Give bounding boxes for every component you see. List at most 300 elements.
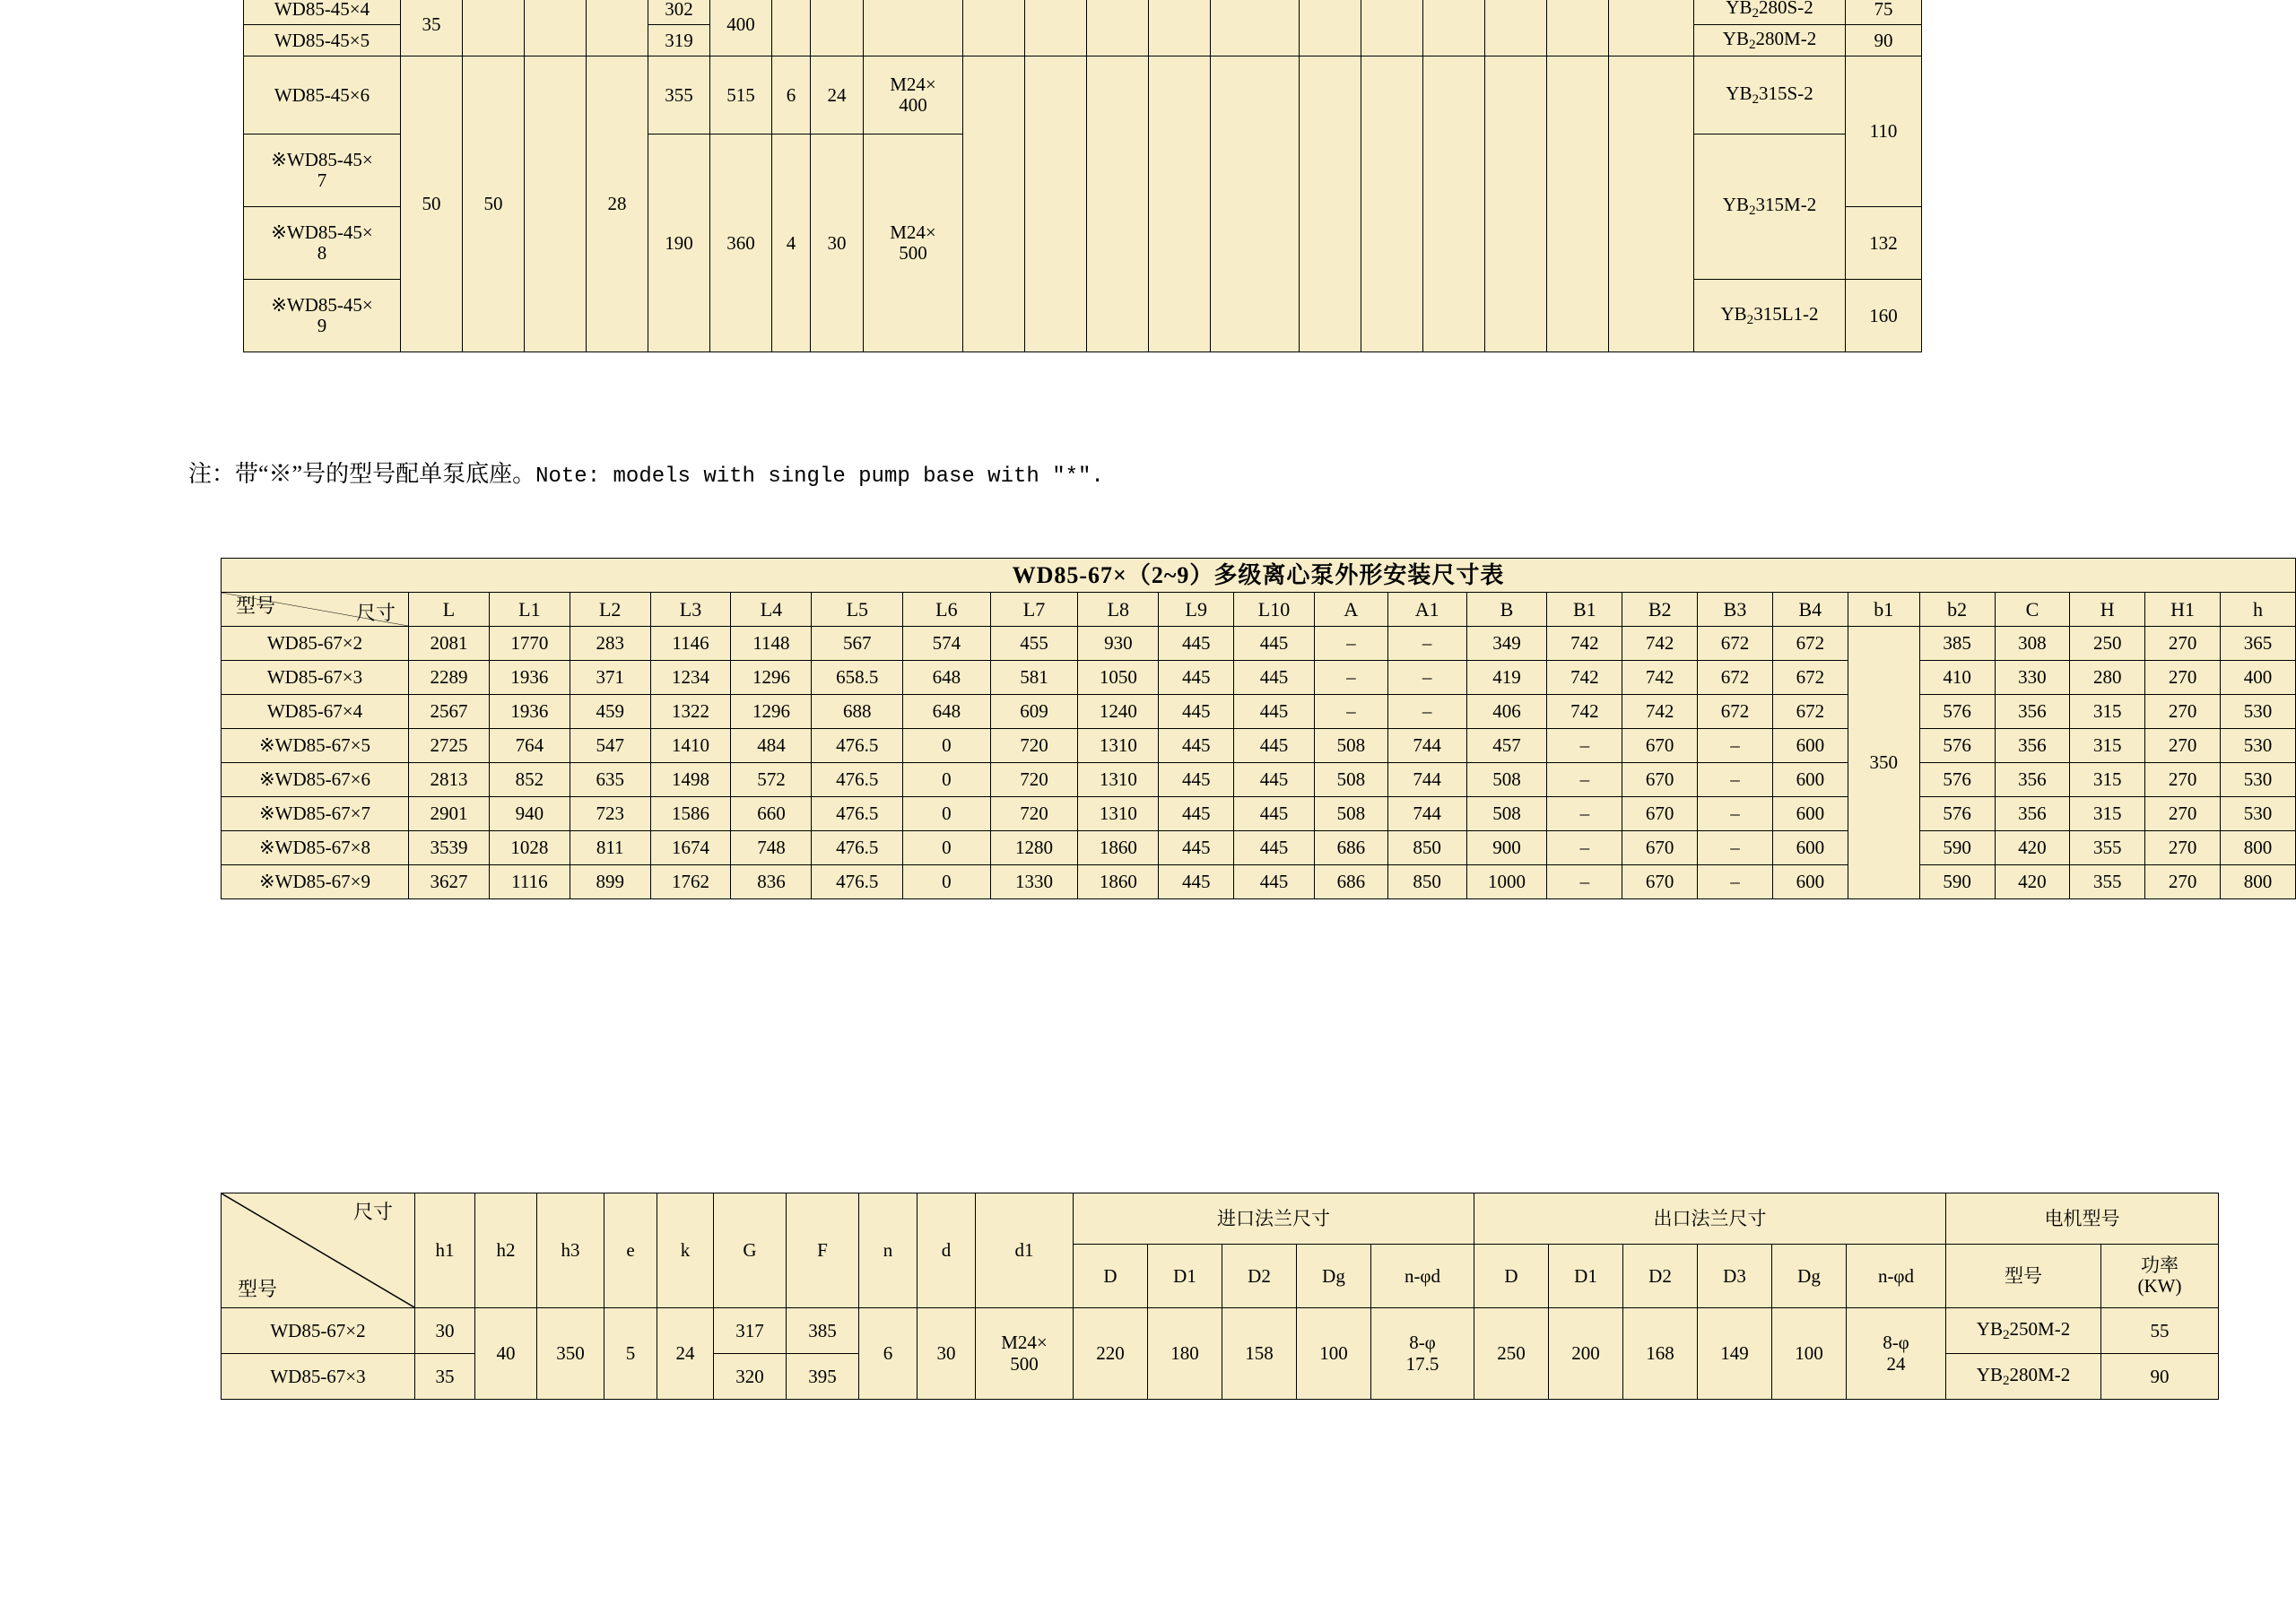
cell-outlet-D3: 149 xyxy=(1698,1308,1772,1400)
cell: 670 xyxy=(1622,797,1698,831)
cell: 356 xyxy=(1995,763,2070,797)
cell-in-d xyxy=(963,56,1025,352)
cell: 1296 xyxy=(731,661,812,695)
cell-out-d xyxy=(1300,56,1361,352)
cell: 445 xyxy=(1234,627,1315,661)
table-title-row xyxy=(222,559,2296,593)
cell: 744 xyxy=(1387,797,1466,831)
cell-h1: 30 xyxy=(415,1308,475,1354)
cell: 508 xyxy=(1314,729,1387,763)
cell-outlet-nd-line1: 8-φ xyxy=(1883,1332,1909,1354)
col-header-L: L xyxy=(408,593,489,627)
table-row xyxy=(222,627,2296,661)
cell: 315 xyxy=(2070,729,2145,763)
cell: 283 xyxy=(570,627,650,661)
cell: 356 xyxy=(1995,729,2070,763)
cell-d: 24 xyxy=(811,56,864,135)
col-header-A1: A1 xyxy=(1387,593,1466,627)
cell: 0 xyxy=(903,729,990,763)
row-model: ※WD85-67×8 xyxy=(222,831,409,865)
cell: 1148 xyxy=(731,627,812,661)
col-header-outlet-D1: D1 xyxy=(1549,1245,1623,1308)
col-header-L6: L6 xyxy=(903,593,990,627)
cell: 371 xyxy=(570,661,650,695)
cell: 445 xyxy=(1234,865,1315,899)
cell-g: 319 xyxy=(648,25,710,56)
col-header-inlet-D: D xyxy=(1074,1245,1148,1308)
cell: 445 xyxy=(1234,797,1315,831)
col-header-L10: L10 xyxy=(1234,593,1315,627)
col-header-L8: L8 xyxy=(1078,593,1159,627)
cell: 742 xyxy=(1547,627,1622,661)
cell: 1000 xyxy=(1466,865,1547,899)
cell: 600 xyxy=(1772,797,1848,831)
cell: – xyxy=(1387,661,1466,695)
cell: 899 xyxy=(570,865,650,899)
cell-inlet-nd-line1: 8-φ xyxy=(1409,1332,1436,1354)
cell: 850 xyxy=(1387,865,1466,899)
cell: 744 xyxy=(1387,729,1466,763)
corner-bottom-label: 型号 xyxy=(236,594,276,617)
cell: 648 xyxy=(903,695,990,729)
corner-header xyxy=(222,1193,415,1308)
cell: 723 xyxy=(570,797,650,831)
main-table-title: WD85-67×（2~9）多级离心泵外形安装尺寸表 xyxy=(222,559,2296,593)
cell-f: 515 xyxy=(710,56,772,135)
note-cn: 注：带“※”号的型号配单泵底座。 xyxy=(188,461,536,487)
cell: 445 xyxy=(1159,627,1234,661)
cell-model: WD85-45×5 xyxy=(244,25,401,56)
cell-model: ※WD85-45× 7 xyxy=(244,135,401,207)
cell: 530 xyxy=(2220,797,2295,831)
cell: 445 xyxy=(1234,763,1315,797)
row-model: ※WD85-67×6 xyxy=(222,763,409,797)
cell: – xyxy=(1547,729,1622,763)
cell-d xyxy=(811,0,864,56)
cell: 2901 xyxy=(408,797,489,831)
cell-motor-power: 90 xyxy=(1846,25,1922,56)
cell: 365 xyxy=(2220,627,2295,661)
cell: 270 xyxy=(2145,865,2221,899)
cell: – xyxy=(1314,627,1387,661)
cell: 315 xyxy=(2070,797,2145,831)
cell: 0 xyxy=(903,831,990,865)
cell-in-d2 xyxy=(1087,56,1149,352)
col-header-inlet-D1: D1 xyxy=(1148,1245,1222,1308)
cell: 572 xyxy=(731,763,812,797)
cell: 660 xyxy=(731,797,812,831)
cell: 315 xyxy=(2070,695,2145,729)
table-row xyxy=(222,661,2296,695)
cell-motor-model: $YB_2315L1-2$ xyxy=(1694,280,1846,352)
cell: 445 xyxy=(1234,695,1315,729)
cell: 658.5 xyxy=(812,661,903,695)
cell-out-d3 xyxy=(1485,0,1547,56)
cell-motor-model: $YB_2250M-2$ xyxy=(1946,1308,2101,1354)
cell: 1936 xyxy=(489,661,570,695)
cell: 250 xyxy=(2070,627,2145,661)
cell-out-d1 xyxy=(1361,56,1423,352)
table-header-row xyxy=(222,593,2296,627)
cell: 686 xyxy=(1314,831,1387,865)
col-header-B2: B2 xyxy=(1622,593,1698,627)
table-row xyxy=(244,0,1922,25)
cell-in-nd xyxy=(1211,0,1300,56)
cell: 457 xyxy=(1466,729,1547,763)
cell: 530 xyxy=(2220,695,2295,729)
cell: 1146 xyxy=(650,627,731,661)
row-model: WD85-67×3 xyxy=(222,1354,415,1400)
col-header-B1: B1 xyxy=(1547,593,1622,627)
col-header-L4: L4 xyxy=(731,593,812,627)
cell: 688 xyxy=(812,695,903,729)
cell-f-400: 400 xyxy=(710,0,772,56)
cell: 445 xyxy=(1159,695,1234,729)
cell: 670 xyxy=(1622,831,1698,865)
cell-out-dg xyxy=(1547,56,1609,352)
cell: 930 xyxy=(1078,627,1159,661)
group-header-inlet: 进口法兰尺寸 xyxy=(1074,1193,1474,1245)
row-model: ※WD85-67×5 xyxy=(222,729,409,763)
cell-inlet-Dg: 100 xyxy=(1297,1308,1371,1400)
cell: – xyxy=(1547,865,1622,899)
cell-d1: M24× 400 xyxy=(864,56,963,135)
cell: 836 xyxy=(731,865,812,899)
cell: 670 xyxy=(1622,729,1698,763)
motor-power-unit: (KW) xyxy=(2137,1275,2182,1297)
cell: 811 xyxy=(570,831,650,865)
cell: 1586 xyxy=(650,797,731,831)
cell: 270 xyxy=(2145,661,2221,695)
cell: 672 xyxy=(1698,627,1773,661)
cell: 1296 xyxy=(731,695,812,729)
row-model: WD85-67×2 xyxy=(222,1308,415,1354)
cell: 3627 xyxy=(408,865,489,899)
cell: 1936 xyxy=(489,695,570,729)
cell-motor-model: $YB_2315M-2$ xyxy=(1694,135,1846,280)
cell: 445 xyxy=(1159,763,1234,797)
cell: 648 xyxy=(903,661,990,695)
col-header-L5: L5 xyxy=(812,593,903,627)
col-header-H: H xyxy=(2070,593,2145,627)
cell-c2-50: 50 xyxy=(463,56,525,352)
cell: 1116 xyxy=(489,865,570,899)
cell: 445 xyxy=(1234,729,1315,763)
cell: 2081 xyxy=(408,627,489,661)
cell: – xyxy=(1547,797,1622,831)
cell: 508 xyxy=(1314,763,1387,797)
cell: 476.5 xyxy=(812,831,903,865)
cell: 385 xyxy=(1919,627,1995,661)
cell: 459 xyxy=(570,695,650,729)
group-header-motor: 电机型号 xyxy=(1946,1193,2219,1245)
cell-f: 360 xyxy=(710,135,772,352)
col-header-n: n xyxy=(859,1193,918,1308)
cell-out-d2 xyxy=(1423,0,1485,56)
cell: 1322 xyxy=(650,695,731,729)
table-header-row xyxy=(222,1193,2219,1245)
cell: 484 xyxy=(731,729,812,763)
cell: 445 xyxy=(1159,729,1234,763)
cell: 590 xyxy=(1919,831,1995,865)
motor-power-label: 功率 xyxy=(2141,1254,2179,1276)
cell: 270 xyxy=(2145,763,2221,797)
cell: 476.5 xyxy=(812,729,903,763)
cell: 590 xyxy=(1919,865,1995,899)
cell: 764 xyxy=(489,729,570,763)
cell: 1028 xyxy=(489,831,570,865)
cell: 1860 xyxy=(1078,865,1159,899)
cell: – xyxy=(1698,797,1773,831)
cell: 1310 xyxy=(1078,797,1159,831)
cell: 270 xyxy=(2145,797,2221,831)
cell: 419 xyxy=(1466,661,1547,695)
col-header-L1: L1 xyxy=(489,593,570,627)
cell: 672 xyxy=(1772,627,1848,661)
cell-G: 317 xyxy=(714,1308,787,1354)
cell: 800 xyxy=(2220,831,2295,865)
cell: 530 xyxy=(2220,729,2295,763)
cell-c2 xyxy=(463,0,525,56)
col-header-outlet-D3: D3 xyxy=(1698,1245,1772,1308)
group-header-outlet: 出口法兰尺寸 xyxy=(1474,1193,1946,1245)
cell: 270 xyxy=(2145,729,2221,763)
cell: 476.5 xyxy=(812,865,903,899)
col-header-L2: L2 xyxy=(570,593,650,627)
cell-n: 4 xyxy=(772,135,811,352)
corner-header xyxy=(222,593,409,627)
cell-h2: 40 xyxy=(475,1308,537,1400)
cell: 1410 xyxy=(650,729,731,763)
cell: – xyxy=(1547,831,1622,865)
cell-out-d1 xyxy=(1361,0,1423,56)
col-header-C: C xyxy=(1995,593,2070,627)
cell: 410 xyxy=(1919,661,1995,695)
cell: – xyxy=(1547,763,1622,797)
cell: 1310 xyxy=(1078,729,1159,763)
cell-k: 24 xyxy=(657,1308,714,1400)
cell: 508 xyxy=(1466,797,1547,831)
cell-inlet-D2: 158 xyxy=(1222,1308,1297,1400)
row-model: ※WD85-67×9 xyxy=(222,865,409,899)
cell: 850 xyxy=(1387,831,1466,865)
cell: 686 xyxy=(1314,865,1387,899)
cell: 3539 xyxy=(408,831,489,865)
cell: 420 xyxy=(1995,865,2070,899)
cell: 1762 xyxy=(650,865,731,899)
cell-outlet-nd xyxy=(1847,1308,1946,1400)
col-header-h3: h3 xyxy=(537,1193,604,1308)
cell: 1280 xyxy=(990,831,1078,865)
table-row xyxy=(222,797,2296,831)
table-row xyxy=(222,729,2296,763)
cell: 670 xyxy=(1622,763,1698,797)
cell: 600 xyxy=(1772,831,1848,865)
col-header-L9: L9 xyxy=(1159,593,1234,627)
cell-out-dg xyxy=(1547,0,1609,56)
cell-model: ※WD85-45× 9 xyxy=(244,280,401,352)
row-model: WD85-67×4 xyxy=(222,695,409,729)
cell: 280 xyxy=(2070,661,2145,695)
corner-top-label: 尺寸 xyxy=(355,602,396,624)
cell-in-dg xyxy=(1149,56,1211,352)
flange-motor-table xyxy=(221,1193,2219,1400)
cell-in-nd xyxy=(1211,56,1300,352)
col-header-A: A xyxy=(1314,593,1387,627)
cell: 672 xyxy=(1772,661,1848,695)
cell: 0 xyxy=(903,763,990,797)
cell: 2813 xyxy=(408,763,489,797)
cell: 445 xyxy=(1159,661,1234,695)
cell: 308 xyxy=(1995,627,2070,661)
col-header-d1: d1 xyxy=(976,1193,1074,1308)
cell-c4-28: 28 xyxy=(587,56,648,352)
cell: – xyxy=(1698,729,1773,763)
cell: 574 xyxy=(903,627,990,661)
col-header-G: G xyxy=(714,1193,787,1308)
cell: – xyxy=(1314,661,1387,695)
cell-F: 395 xyxy=(787,1354,859,1400)
table-row xyxy=(222,763,2296,797)
col-header-motor-power xyxy=(2101,1245,2219,1308)
cell-c1-50: 50 xyxy=(401,56,463,352)
cell-d1-line2: 500 xyxy=(1010,1352,1039,1375)
cell-d: 30 xyxy=(811,135,864,352)
main-dimensions-table xyxy=(221,558,2296,899)
cell: 600 xyxy=(1772,865,1848,899)
cell: 720 xyxy=(990,763,1078,797)
col-header-outlet-nd: n-φd xyxy=(1847,1245,1946,1308)
col-header-outlet-D: D xyxy=(1474,1245,1549,1308)
corner-bottom-label: 型号 xyxy=(238,1277,278,1300)
cell: 1674 xyxy=(650,831,731,865)
cell-G: 320 xyxy=(714,1354,787,1400)
cell: 356 xyxy=(1995,695,2070,729)
col-header-inlet-Dg: Dg xyxy=(1297,1245,1371,1308)
cell: 744 xyxy=(1387,763,1466,797)
cell: 400 xyxy=(2220,661,2295,695)
cell-out-nd xyxy=(1609,56,1694,352)
col-header-F: F xyxy=(787,1193,859,1308)
cell: 270 xyxy=(2145,627,2221,661)
cell-in-d1 xyxy=(1025,0,1087,56)
col-header-inlet-D2: D2 xyxy=(1222,1245,1297,1308)
cell: 476.5 xyxy=(812,763,903,797)
col-header-L3: L3 xyxy=(650,593,731,627)
cell-out-d2 xyxy=(1423,56,1485,352)
cell-d1-line1: M24× xyxy=(1001,1332,1048,1354)
col-header-L7: L7 xyxy=(990,593,1078,627)
cell-in-d1 xyxy=(1025,56,1087,352)
cell: 600 xyxy=(1772,763,1848,797)
cell: 0 xyxy=(903,865,990,899)
cell-in-d2 xyxy=(1087,0,1149,56)
cell-out-d3 xyxy=(1485,56,1547,352)
cell: – xyxy=(1387,695,1466,729)
col-header-b1: b1 xyxy=(1848,593,1919,627)
cell-h1: 35 xyxy=(415,1354,475,1400)
cell: – xyxy=(1698,865,1773,899)
cell-motor-power-132: 132 xyxy=(1846,207,1922,280)
cell: 742 xyxy=(1547,695,1622,729)
cell-F: 385 xyxy=(787,1308,859,1354)
col-header-h: h xyxy=(2220,593,2295,627)
row-model: WD85-67×2 xyxy=(222,627,409,661)
cell: 742 xyxy=(1622,627,1698,661)
cell: 330 xyxy=(1995,661,2070,695)
cell: 635 xyxy=(570,763,650,797)
cell-inlet-D: 220 xyxy=(1074,1308,1148,1400)
col-header-e: e xyxy=(604,1193,657,1308)
cell: 355 xyxy=(2070,865,2145,899)
cell: 609 xyxy=(990,695,1078,729)
cell: 742 xyxy=(1547,661,1622,695)
cell: 576 xyxy=(1919,695,1995,729)
cell-motor-model: $YB_2315S-2$ xyxy=(1694,56,1846,135)
cell: 270 xyxy=(2145,695,2221,729)
cell: 720 xyxy=(990,797,1078,831)
table-row xyxy=(244,56,1922,135)
cell-outlet-Dg: 100 xyxy=(1772,1308,1847,1400)
cell-e: 5 xyxy=(604,1308,657,1400)
cell: 530 xyxy=(2220,763,2295,797)
cell: 672 xyxy=(1772,695,1848,729)
col-header-d: d xyxy=(918,1193,976,1308)
cell-g: 355 xyxy=(648,56,710,135)
cell: – xyxy=(1387,627,1466,661)
col-header-B: B xyxy=(1466,593,1547,627)
cell: 672 xyxy=(1698,661,1773,695)
cell: 547 xyxy=(570,729,650,763)
cell: 420 xyxy=(1995,831,2070,865)
cell-model: WD85-45×6 xyxy=(244,56,401,135)
cell: 576 xyxy=(1919,729,1995,763)
cell: 800 xyxy=(2220,865,2295,899)
cell: 576 xyxy=(1919,797,1995,831)
col-header-outlet-D2: D2 xyxy=(1623,1245,1698,1308)
cell: 476.5 xyxy=(812,797,903,831)
cell: 670 xyxy=(1622,865,1698,899)
cell: 1770 xyxy=(489,627,570,661)
cell-in-dg xyxy=(1149,0,1211,56)
cell: 720 xyxy=(990,729,1078,763)
cell: 0 xyxy=(903,797,990,831)
cell-h3: 350 xyxy=(537,1308,604,1400)
cell-b1-merged: 350 xyxy=(1848,627,1919,899)
cell: 1498 xyxy=(650,763,731,797)
cell: 508 xyxy=(1314,797,1387,831)
cell: 445 xyxy=(1159,865,1234,899)
cell: 445 xyxy=(1159,831,1234,865)
cell-c1-35: 35 xyxy=(401,0,463,56)
note-line xyxy=(188,456,1104,489)
cell: 576 xyxy=(1919,763,1995,797)
cell-out-nd xyxy=(1609,0,1694,56)
cell: 356 xyxy=(1995,797,2070,831)
table-row xyxy=(222,695,2296,729)
cell-c4 xyxy=(587,0,648,56)
cell: 270 xyxy=(2145,831,2221,865)
cell-inlet-nd-line2: 17.5 xyxy=(1405,1352,1439,1375)
cell: 852 xyxy=(489,763,570,797)
table-row xyxy=(222,865,2296,899)
cell-motor-model: $YB_2280S-2$ xyxy=(1694,0,1846,25)
col-header-h2: h2 xyxy=(475,1193,537,1308)
cell-n xyxy=(772,0,811,56)
cell-out-d xyxy=(1300,0,1361,56)
cell: 2725 xyxy=(408,729,489,763)
col-header-b2: b2 xyxy=(1919,593,1995,627)
